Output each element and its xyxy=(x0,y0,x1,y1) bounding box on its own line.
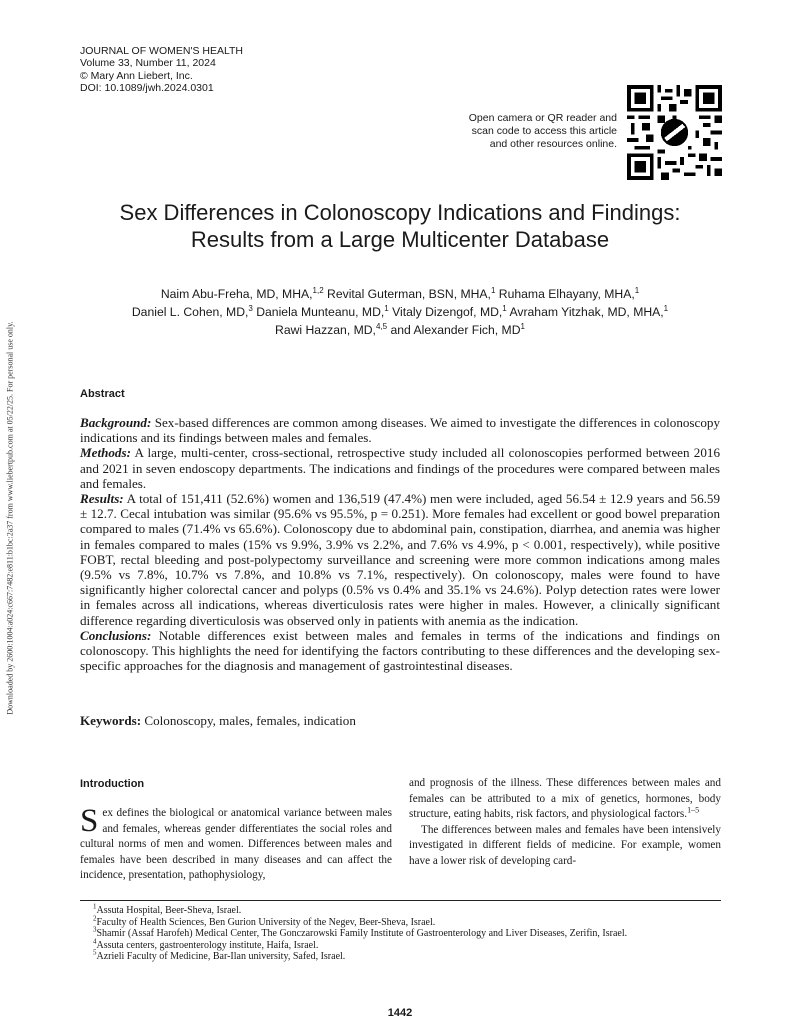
download-watermark-text: Downloaded by 2600:1004:a024:c667:7482:e811:b1bc:2a37 from www.liebertpub.com at 05/22/25. For personal use only. xyxy=(5,321,15,715)
footnote-number: 3 xyxy=(93,925,97,934)
qr-line-1: Open camera or QR reader and xyxy=(468,112,617,124)
affiliation-footnotes xyxy=(93,902,733,963)
author-name: Ruhama Elhayany, MHA, xyxy=(495,287,635,301)
results-label: Results: xyxy=(80,491,124,507)
footnote-text: Shamir (Assaf Harofeh) Medical Center, The Gonczarowski Family Institute of Gastroenterology and Liver Diseases, Zerifin, Israel. xyxy=(96,928,628,940)
page-number: 1442 xyxy=(387,1007,413,1019)
footnote xyxy=(93,902,733,917)
intro-paragraph xyxy=(409,776,721,823)
author-name: Vitaly Dizengof, MD, xyxy=(388,304,503,319)
qr-code-icon[interactable] xyxy=(627,85,722,180)
abstract-conclusions xyxy=(80,628,720,674)
footnote-divider xyxy=(80,900,721,901)
abstract-background xyxy=(80,415,720,445)
footnote-number: 4 xyxy=(93,937,97,946)
conclusions-text: Notable differences exist between males and females in terms of the indications and findings on colonoscopy. This highlights the need for identifying the factors contributing to these differences and the developing sex-specific approaches for the diagnosis and management of gastrointestinal diseases. xyxy=(80,627,720,674)
methods-label: Methods: xyxy=(80,445,131,461)
footnote xyxy=(93,951,733,963)
journal-volume: Volume 33, Number 11, 2024 xyxy=(80,57,216,70)
affiliation-mark: 1 xyxy=(502,303,507,313)
affiliation-mark: 1 xyxy=(384,303,389,313)
journal-name: JOURNAL OF WOMEN'S HEALTH xyxy=(80,45,244,57)
qr-line-2: scan code to access this article xyxy=(471,125,617,138)
author-name: Naim Abu-Freha, MD, MHA, xyxy=(160,287,313,301)
author-name: Rawi Hazzan, MD, xyxy=(275,322,376,337)
affiliation-mark: 1 xyxy=(663,303,669,313)
footnote-text: Azrieli Faculty of Medicine, Bar-Ilan university, Safed, Israel. xyxy=(96,951,346,963)
abstract-heading: Abstract xyxy=(80,388,125,400)
author-line-2 xyxy=(60,304,740,322)
affiliation-mark: 3 xyxy=(248,303,253,313)
keywords-text: Colonoscopy, males, females, indication xyxy=(141,713,356,728)
author-line-1 xyxy=(60,286,740,304)
intro-text: ex defines the biological or anatomical variance between males and females, whereas gender differentiates the social roles and cultural norms of men and women. Differences between males and females have been described in many diseases and can affect the incidence, presentation, pathophysiology, xyxy=(80,807,392,881)
affiliation-mark: 1 xyxy=(520,321,525,331)
keywords xyxy=(80,713,356,729)
intro-column-right xyxy=(409,776,721,869)
affiliation-mark: 4,5 xyxy=(375,321,388,331)
author-name: and Alexander Fich, MD xyxy=(387,322,521,337)
journal-header xyxy=(80,45,243,94)
footnote-number: 2 xyxy=(93,914,97,923)
footnote xyxy=(93,937,733,952)
citation-ref[interactable]: 1–5 xyxy=(687,805,700,815)
drop-cap: S xyxy=(80,803,99,839)
author-name: Revital Guterman, BSN, MHA, xyxy=(323,287,491,301)
title-line-1: Sex Differences in Colonoscopy Indications and Findings: xyxy=(119,200,681,225)
affiliation-mark: 1 xyxy=(490,285,496,295)
affiliation-mark: 1,2 xyxy=(312,285,324,295)
intro-column-left xyxy=(80,803,392,884)
methods-text: A large, multi-center, cross-sectional, retrospective study included all colonoscopies performed between 2016 and 2021 in seven endoscopy departments. The indications and findings of the procedures were compared between males and females. xyxy=(80,445,720,491)
keywords-label: Keywords: xyxy=(80,713,142,728)
journal-doi[interactable]: DOI: 10.1089/jwh.2024.0301 xyxy=(80,81,214,94)
intro-text: and prognosis of the illness. These differences between males and females can be attributed to a mix of genetics, hormones, body structure, eating habits, risk factors, and physiological factors. xyxy=(409,777,721,820)
paper-title xyxy=(60,200,740,253)
conclusions-label: Conclusions: xyxy=(80,627,152,643)
title-line-2: Results from a Large Multicenter Database xyxy=(190,226,610,252)
affiliation-mark: 1 xyxy=(634,285,640,295)
footnote xyxy=(93,925,733,940)
introduction-heading: Introduction xyxy=(80,778,145,790)
author-name: Daniel L. Cohen, MD, xyxy=(131,304,249,319)
footnote-text: Faculty of Health Sciences, Ben Gurion University of the Negev, Beer-Sheva, Israel. xyxy=(96,916,436,928)
download-watermark xyxy=(1,293,19,743)
abstract-methods xyxy=(80,445,720,491)
abstract-body xyxy=(80,415,720,673)
background-label: Background: xyxy=(80,415,152,430)
abstract-results xyxy=(80,491,720,628)
journal-publisher: © Mary Ann Liebert, Inc. xyxy=(80,69,193,82)
author-list xyxy=(60,286,740,339)
intro-paragraph xyxy=(80,803,392,884)
intro-paragraph xyxy=(409,823,721,870)
qr-line-3: and other resources online. xyxy=(489,138,617,151)
intro-text: The differences between males and females have been intensively investigated in different fields of medicine. For example, women have a lower risk of developing card- xyxy=(409,823,721,867)
footnote-number: 5 xyxy=(93,949,97,958)
results-text: A total of 151,411 (52.6%) women and 136,519 (47.4%) men were included, aged 56.54 ± 12.9 years and 56.59 ± 12.7. Cecal intubation was similar (95.6% vs 95.5%, p = 0.251). More females had excellent or good bowel preparation compared to males (71.4% vs 65.6%). Colonoscopy due to abdominal pain, constipation, diarrhea, and anemia was higher in females compared to males (15% vs 9.9%, 3.9% vs 2.2%, and 7.6% vs 4.9%, p < 0.001, respectively), while positive FOBT, rectal bleeding and post-polypectomy surveillance and screening were more common indications among males (9.5% vs 7.8%, 10.7% vs 7.8%, and 10.8% vs 7.1%, respectively). On colonoscopy, males were found to have significantly higher colorectal cancer and polyps (0.5% vs 0.4% and 35.1% vs 24.6%). Polyp detection rates were lower in females across all indications, whereas diverticulosis rates were higher in males. However, a clinically significant difference regarding diverticulosis was observed only in patients with anemia as the indication. xyxy=(80,491,720,628)
author-name: Daniela Munteanu, MD, xyxy=(252,304,385,319)
background-text: Sex-based differences are common among diseases. We aimed to investigate the differences in colonoscopy indications and its findings between males and females. xyxy=(80,415,720,446)
qr-instructions xyxy=(440,112,617,152)
author-name: Avraham Yitzhak, MD, MHA, xyxy=(506,304,664,319)
footnote-number: 1 xyxy=(93,902,97,911)
footnote-text: Assuta Hospital, Beer-Sheva, Israel. xyxy=(96,905,242,916)
author-line-3 xyxy=(60,322,740,340)
footnote xyxy=(93,914,733,929)
footnote-text: Assuta centers, gastroenterology institute, Haifa, Israel. xyxy=(96,939,319,951)
